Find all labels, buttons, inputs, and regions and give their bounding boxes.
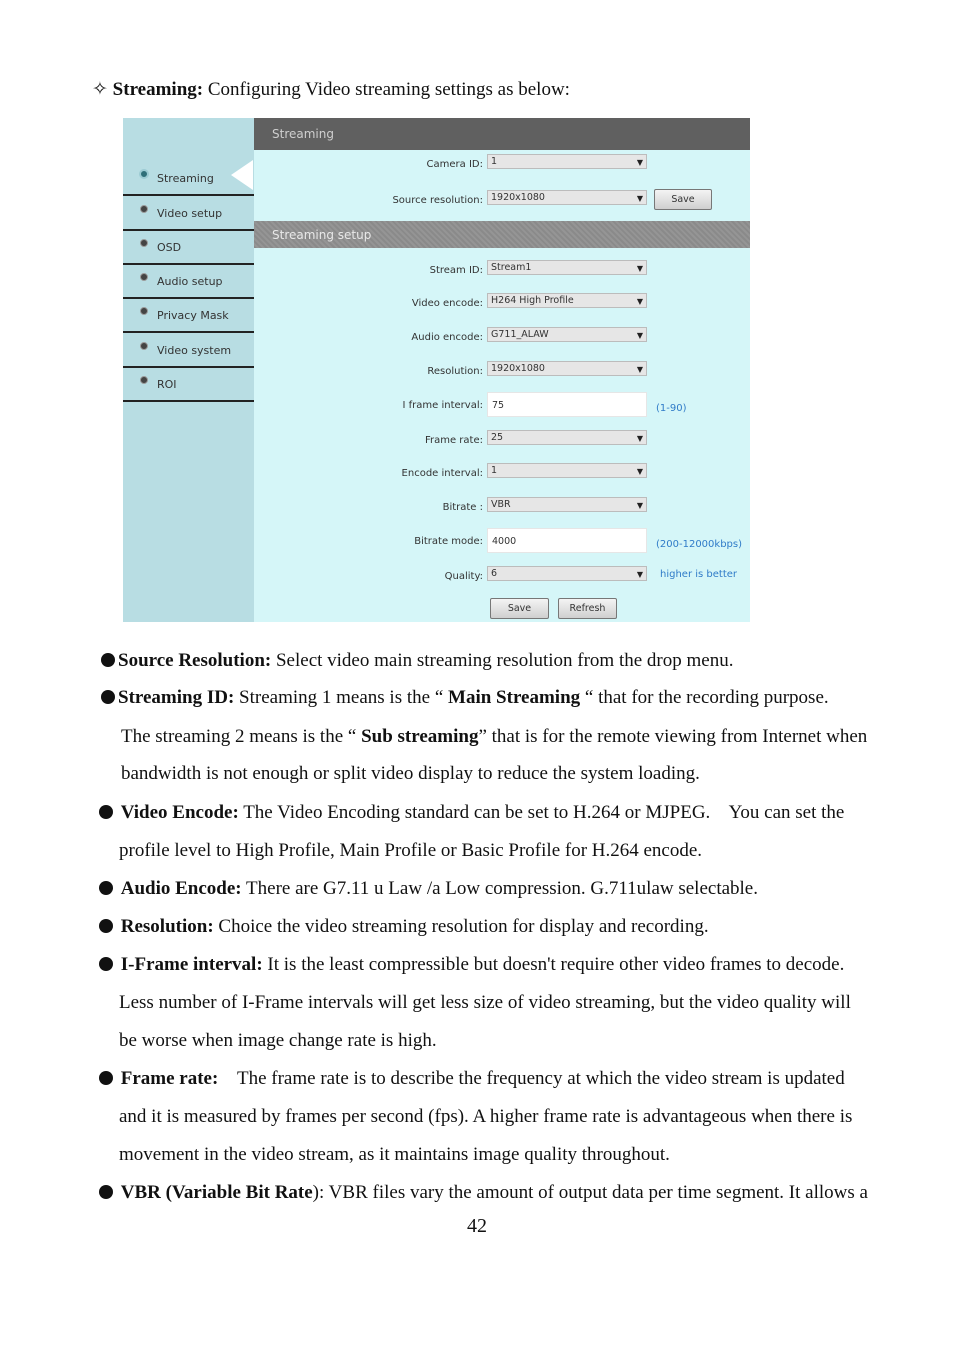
intro-line (92, 78, 570, 101)
source-resolution-row (254, 190, 750, 212)
intro-label: Streaming: (112, 79, 204, 100)
dropdown-arrow-icon: ▼ (636, 194, 643, 203)
bitrate-row (254, 497, 750, 519)
paragraph-frame-rate-line3: movement in the video stream, as it maintains image quality throughout. (119, 1144, 670, 1165)
term: VBR (Variable Bit Rate (120, 1182, 313, 1203)
dropdown-arrow-icon: ▼ (636, 570, 643, 579)
sparkle-icon: ✧ (92, 79, 108, 100)
paragraph-video-encode-line2: profile level to High Profile, Main Profile or Basic Profile for H.264 encode. (119, 840, 703, 861)
bitrate-mode-label: Bitrate mode: (414, 536, 483, 547)
paragraph-video-encode (99, 802, 844, 824)
audio-encode-row (254, 327, 750, 349)
dropdown-arrow-icon: ▼ (636, 158, 643, 167)
dropdown-arrow-icon: ▼ (636, 501, 643, 510)
paragraph-frame-rate-line2: and it is measured by frames per second (fps). A higher frame rate is advantageous when there is (119, 1106, 853, 1127)
description: Choice the video streaming resolution for display and recording. (213, 916, 709, 937)
dropdown-arrow-icon: ▼ (636, 264, 643, 273)
camera-id-label: Camera ID: (426, 159, 483, 170)
save-button[interactable]: Save (490, 598, 549, 619)
sidebar-item-video-setup[interactable] (123, 195, 254, 231)
description: The frame rate is to describe the frequency at which the video stream is updated (218, 1068, 845, 1089)
term: Video Encode: (120, 802, 239, 823)
select-value: H264 High Profile (491, 295, 574, 306)
frame-rate-select[interactable] (487, 430, 647, 445)
description: There are G7.11 u Law /a Low compression. G.711ulaw selectable. (241, 878, 758, 899)
resolution-row (254, 361, 750, 383)
term: Streaming ID: (118, 687, 235, 708)
bullet-icon (99, 805, 113, 819)
sidebar-item-label: OSD (157, 241, 182, 254)
term: Source Resolution: (118, 650, 272, 671)
term: Frame rate: (120, 1068, 219, 1089)
bullet-icon (99, 1071, 113, 1085)
quality-select[interactable] (487, 566, 647, 581)
sidebar-item-label: Video setup (157, 207, 223, 220)
select-value: VBR (491, 499, 511, 510)
source-resolution-label: Source resolution: (392, 195, 483, 206)
bullet-icon (99, 1185, 113, 1199)
stream-id-label: Stream ID: (429, 265, 483, 276)
sidebar-item-osd[interactable] (123, 229, 254, 265)
quality-label: Quality: (444, 571, 483, 582)
streaming-settings-screenshot (123, 118, 750, 622)
description: Select video main streaming resolution from the drop menu. (271, 650, 734, 671)
setup-title: Streaming setup (272, 228, 372, 242)
bullet-icon (101, 690, 115, 704)
select-value: 25 (491, 432, 504, 443)
description: ): VBR files vary the amount of output data per time segment. It allows a (312, 1182, 868, 1203)
paragraph-resolution (99, 916, 709, 938)
description: It is the least compressible but doesn't require other video frames to decode. (262, 954, 845, 975)
bullet-dot-icon (140, 342, 148, 350)
emphasis: Sub streaming (361, 726, 479, 747)
bitrate-mode-hint: (200-12000kbps) (656, 539, 743, 550)
bullet-dot-icon (140, 307, 148, 315)
sidebar-item-label: Video system (157, 344, 232, 357)
panel-header (254, 118, 750, 150)
sidebar-item-label: ROI (157, 378, 177, 391)
bullet-dot-icon (140, 205, 148, 213)
page-number: 42 (467, 1215, 487, 1237)
select-value: 1920x1080 (491, 192, 545, 203)
active-pointer-icon (231, 160, 253, 190)
dropdown-arrow-icon: ▼ (636, 297, 643, 306)
sidebar-item-privacy-mask[interactable] (123, 297, 254, 333)
select-value: 6 (491, 568, 498, 579)
iframe-interval-row (254, 395, 750, 417)
paragraph-audio-encode (99, 878, 758, 900)
quality-hint: higher is better (660, 569, 738, 580)
encode-interval-label: Encode interval: (401, 468, 483, 479)
description: Streaming 1 means is the “ (234, 687, 449, 708)
paragraph-iframe (99, 954, 844, 976)
audio-encode-label: Audio encode: (411, 332, 483, 343)
bullet-dot-icon (140, 273, 148, 281)
frame-rate-label: Frame rate: (424, 435, 483, 446)
sidebar-item-video-system[interactable] (123, 332, 254, 368)
sidebar-item-roi[interactable] (123, 366, 254, 402)
description: “ that for the recording purpose. (580, 687, 829, 708)
term: Audio Encode: (120, 878, 242, 899)
camera-id-select[interactable] (487, 154, 647, 169)
dropdown-arrow-icon: ▼ (636, 331, 643, 340)
bullet-icon (99, 919, 113, 933)
paragraph-vbr (99, 1182, 868, 1204)
sidebar-item-label: Audio setup (157, 275, 223, 288)
paragraph-streaming-id-line2 (121, 726, 867, 748)
paragraph-frame-rate (99, 1068, 845, 1090)
select-value: G711_ALAW (491, 329, 549, 340)
video-encode-row (254, 293, 750, 315)
radio-dot-icon (139, 169, 149, 179)
audio-encode-select[interactable] (487, 327, 647, 342)
save-source-button[interactable]: Save (654, 189, 712, 210)
streaming-setup-header (254, 221, 750, 248)
bitrate-label: Bitrate : (442, 502, 483, 513)
intro-text: Configuring Video streaming settings as below: (203, 79, 570, 100)
paragraph-iframe-line3: be worse when image change rate is high. (119, 1030, 437, 1051)
dropdown-arrow-icon: ▼ (636, 365, 643, 374)
resolution-label: Resolution: (427, 366, 483, 377)
paragraph-streaming-id (101, 687, 829, 709)
select-value: Stream1 (491, 262, 532, 273)
description: ” that is for the remote viewing from Internet when (478, 726, 868, 747)
video-encode-label: Video encode: (411, 298, 483, 309)
refresh-button[interactable]: Refresh (558, 598, 617, 619)
bullet-icon (99, 881, 113, 895)
select-value: 1 (491, 156, 498, 167)
stream-id-select[interactable] (487, 260, 647, 275)
encode-interval-row (254, 463, 750, 485)
stream-id-row (254, 260, 750, 282)
term: Resolution: (120, 916, 214, 937)
bitrate-select[interactable] (487, 497, 647, 512)
quality-row (254, 566, 750, 588)
bitrate-mode-input[interactable]: 4000 (487, 528, 647, 553)
description: The streaming 2 means is the “ (121, 726, 362, 747)
paragraph-source-resolution (101, 650, 733, 672)
bitrate-mode-row (254, 531, 750, 553)
iframe-interval-label: I frame interval: (402, 400, 483, 411)
source-resolution-select[interactable] (487, 190, 647, 205)
video-encode-select[interactable] (487, 293, 647, 308)
panel-title: Streaming (272, 127, 334, 141)
sidebar-item-label: Streaming (157, 172, 214, 185)
sidebar-item-audio-setup[interactable] (123, 263, 254, 299)
paragraph-streaming-id-line3: bandwidth is not enough or split video display to reduce the system loading. (121, 763, 700, 784)
iframe-interval-input[interactable]: 75 (487, 392, 647, 417)
encode-interval-select[interactable] (487, 463, 647, 478)
iframe-interval-hint: (1-90) (656, 403, 687, 414)
bullet-dot-icon (140, 239, 148, 247)
dropdown-arrow-icon: ▼ (636, 434, 643, 443)
sidebar-item-label: Privacy Mask (157, 309, 229, 322)
paragraph-iframe-line2: Less number of I-Frame intervals will get less size of video streaming, but the video quality will (119, 992, 851, 1013)
select-value: 1 (491, 465, 498, 476)
main-panel (254, 118, 750, 622)
sidebar (123, 118, 254, 622)
bullet-dot-icon (140, 376, 148, 384)
term: I-Frame interval: (120, 954, 263, 975)
emphasis: Main Streaming (448, 687, 581, 708)
camera-id-row (254, 154, 750, 176)
description: The Video Encoding standard can be set to H.264 or MJPEG. You can set the (238, 802, 845, 823)
dropdown-arrow-icon: ▼ (636, 467, 643, 476)
select-value: 1920x1080 (491, 363, 545, 374)
bullet-icon (101, 653, 115, 667)
resolution-select[interactable] (487, 361, 647, 376)
frame-rate-row (254, 430, 750, 452)
bullet-icon (99, 957, 113, 971)
